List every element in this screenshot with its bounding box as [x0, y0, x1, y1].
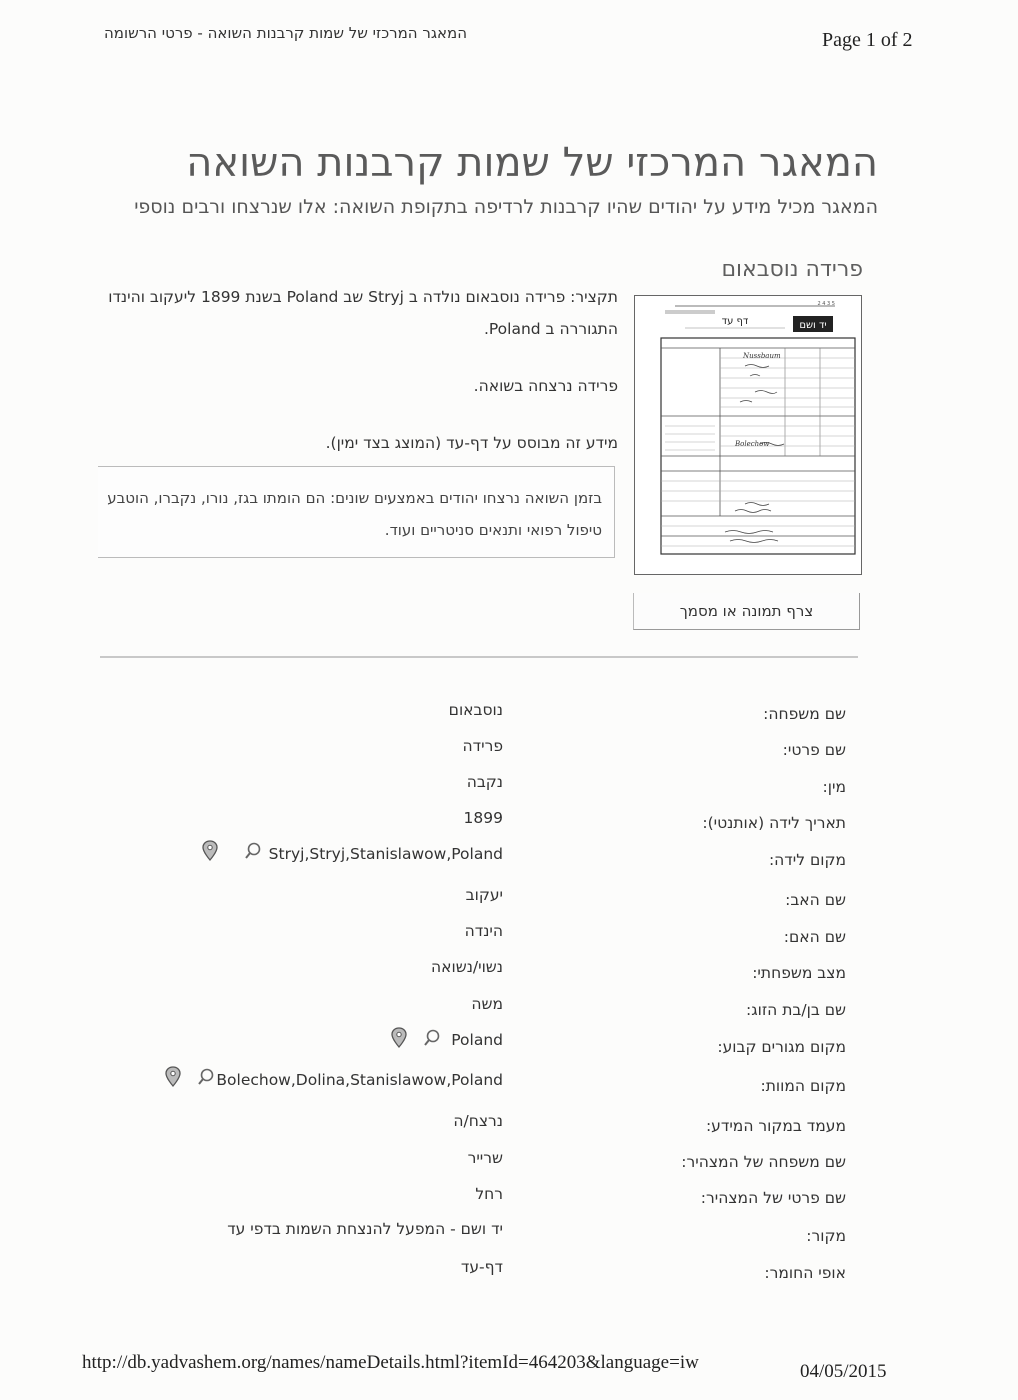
search-icon[interactable] [244, 841, 262, 861]
field-value-marital-status: נשוי/נשואה [431, 958, 503, 976]
note-text: בזמן השואה נרצחו יהודים באמצעים שונים: הם הומתו בגז, נורו, נקברו, הוטבע [107, 489, 602, 507]
field-value-submitter-surname: שרייר [467, 1149, 503, 1167]
summary-line: מידע זה מבוסס על דף-עד (המוצג בצד ימין). [325, 434, 618, 452]
field-value-gender: נקבה [466, 773, 503, 791]
field-value-birth-place: Stryj,Stryj,Stanislawow,Poland [268, 845, 503, 863]
field-value-birth-date: 1899 [463, 809, 503, 827]
field-label-permanent-residence: מקום מגורים קבוע: [717, 1038, 846, 1056]
thumbnail-logo: יד ושם [799, 320, 827, 331]
field-value-permanent-residence: Poland [451, 1031, 503, 1049]
page-title: המאגר המרכזי של שמות קרבנות השואה [186, 140, 878, 186]
field-label-death-place: מקום המוות: [760, 1077, 846, 1095]
person-name-heading: פרידה נוסבאום [721, 257, 863, 282]
map-pin-icon[interactable] [164, 1066, 182, 1088]
field-value-spouse-name: משה [471, 995, 503, 1013]
section-divider [100, 656, 858, 658]
field-label-gender: מין: [822, 778, 846, 796]
field-label-surname: שם משפחה: [763, 705, 846, 723]
info-note-box [98, 466, 615, 558]
field-value-father-name: יעקוב [465, 886, 503, 904]
field-label-submitter-first-name: שם פרטי של המצהיר: [700, 1189, 846, 1207]
field-label-first-name: שם פרטי: [782, 741, 846, 759]
print-footer-date: 04/05/2015 [800, 1361, 887, 1382]
summary-line: פרידה נרצחה בשואה. [473, 377, 618, 395]
field-value-first-name: פרידה [462, 737, 503, 755]
print-footer-url: http://db.yadvashem.org/names/nameDetails.html?itemId=464203&language=iw [82, 1352, 699, 1373]
print-header-title: המאגר המרכזי של שמות קרבנות השואה - פרטי הרשומה [104, 24, 468, 42]
field-value-death-place: Bolechow,Dolina,Stanislawow,Poland [216, 1071, 503, 1089]
field-value-material-type: דף-עד [460, 1258, 503, 1276]
attach-photo-document-button[interactable]: צרף תמונה או מסמך [633, 593, 860, 630]
svg-text:2 4 3 5: 2 4 3 5 [817, 301, 835, 307]
thumbnail-surname: Nussbaum [743, 352, 781, 360]
field-label-material-type: אופי החומר: [764, 1264, 846, 1282]
summary-line: תקציר: פרידה נוסבאום נולדה ב Stryj שב Poland בשנת 1899 ליעקוב והינדו [108, 288, 618, 306]
field-label-father-name: שם האב: [785, 891, 846, 909]
search-icon[interactable] [197, 1067, 215, 1087]
testimony-page-thumbnail[interactable] [634, 295, 862, 575]
field-label-birth-place: מקום לידה: [768, 851, 846, 869]
field-label-submitter-surname: שם משפחה של המצהיר: [681, 1153, 846, 1171]
field-label-marital-status: מצב משפחתי: [752, 964, 846, 982]
search-icon[interactable] [423, 1028, 441, 1048]
field-label-mother-name: שם האם: [783, 928, 846, 946]
thumbnail-place: Bolechow [735, 440, 770, 448]
field-value-surname: נוסבאום [448, 701, 503, 719]
map-pin-icon[interactable] [390, 1027, 408, 1049]
field-label-spouse-name: שם בן/בת הזוג: [745, 1001, 846, 1019]
page-subtitle: המאגר מכיל מידע על יהודים שהיו קרבנות לרדיפה בתקופת השואה: אלו שנרצחו ורבים נוספי [134, 196, 878, 218]
field-label-status-in-source: מעמד במקור המידע: [705, 1117, 846, 1135]
field-value-submitter-first-name: רחל [475, 1185, 503, 1203]
map-pin-icon[interactable] [201, 840, 219, 862]
thumbnail-header: דף עד [721, 316, 749, 327]
field-value-source[interactable]: יד ושם - המפעל להנצחת השמות בדפי עד [227, 1220, 503, 1238]
field-label-birth-date: תאריך לידה (אותנטי): [702, 814, 846, 832]
field-label-source: מקור: [806, 1227, 846, 1245]
note-text: טיפול רפואי ותנאים סניטריים ועוד. [384, 521, 602, 539]
summary-line: התגוררה ב Poland. [483, 320, 618, 338]
field-value-status-in-source: נרצח/ה [453, 1112, 503, 1130]
print-page-number: Page 1 of 2 [822, 29, 913, 51]
field-value-mother-name: הינדה [464, 922, 503, 940]
